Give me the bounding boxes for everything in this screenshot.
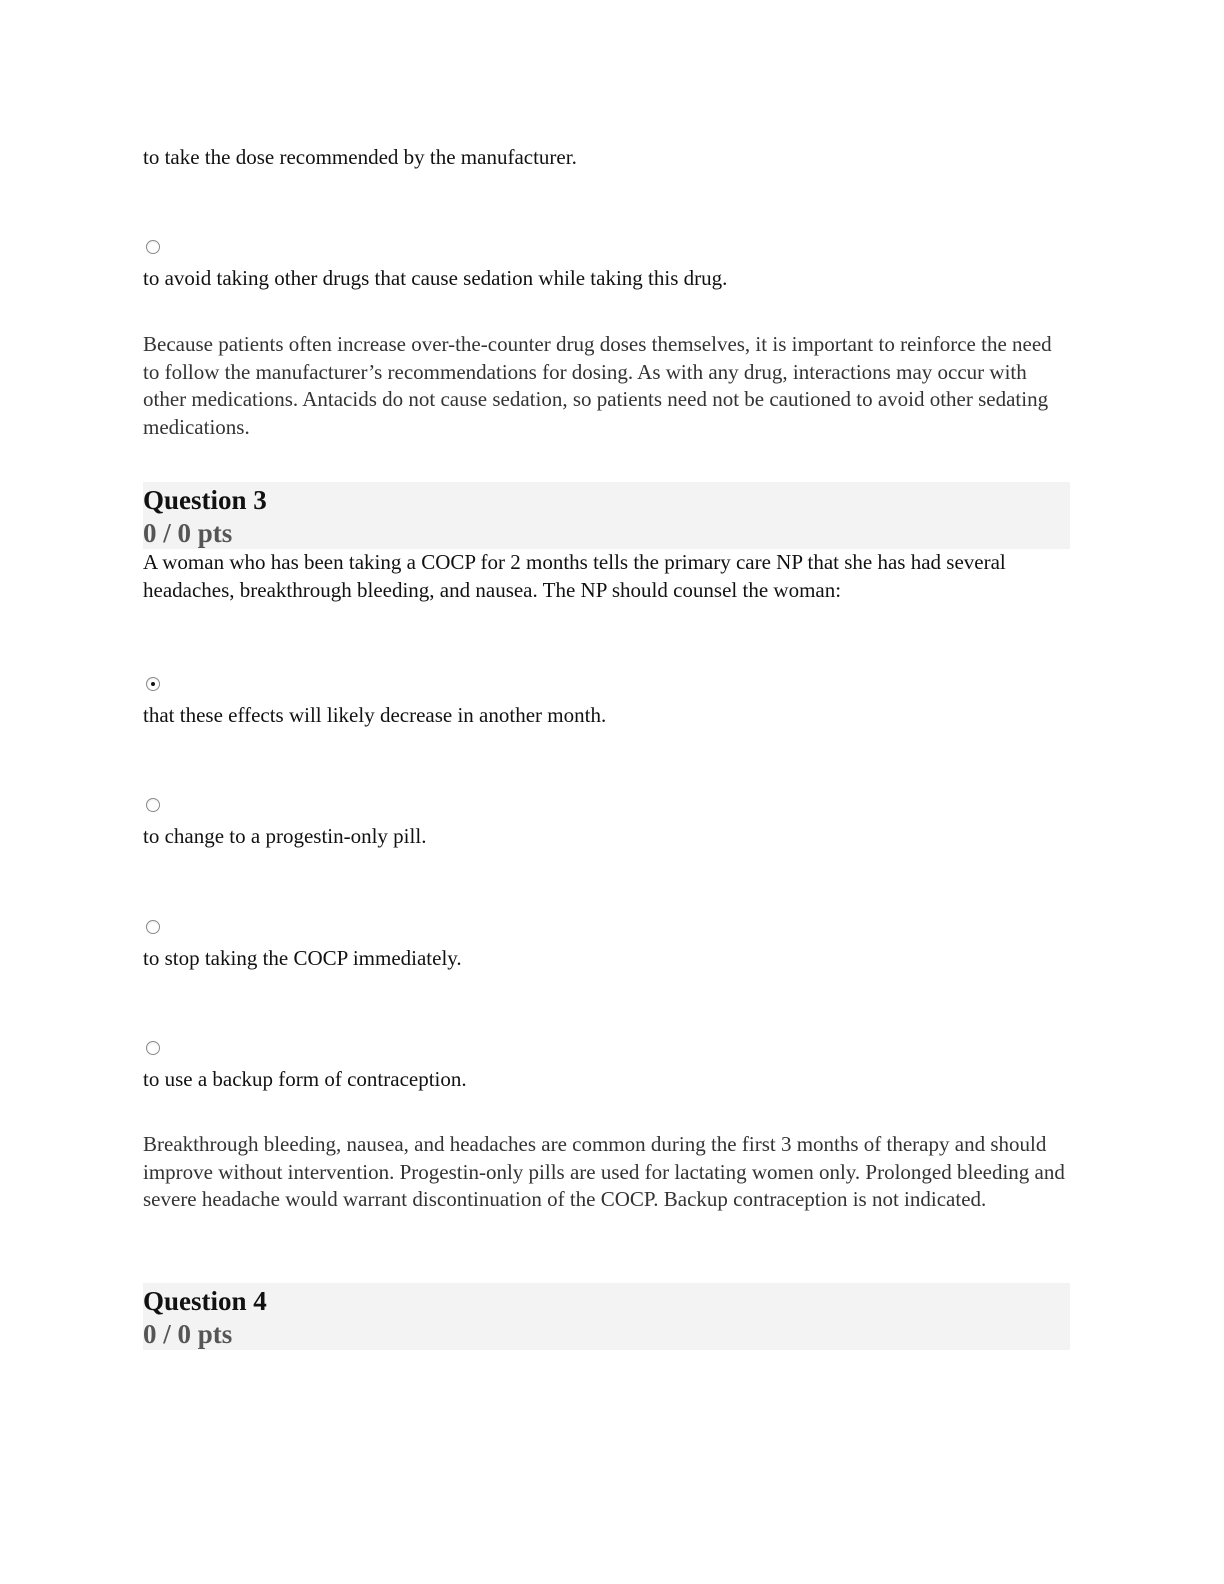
radio-button-unselected-icon[interactable] bbox=[146, 798, 160, 812]
question-title: Question 4 bbox=[143, 1286, 267, 1316]
question-header bbox=[143, 482, 1070, 549]
answer-option-label: to use a backup form of contraception. bbox=[143, 1067, 467, 1091]
answer-feedback: Breakthrough bleeding, nausea, and headaches are common during the first 3 months of therapy and should improve without intervention. Progestin-only pills are used for lactating women only. Prolonged bleeding and severe headache would warrant discontinuation of the COCP. Backup contraception is not indicated. bbox=[143, 1132, 1065, 1211]
answer-option-label: to stop taking the COCP immediately. bbox=[143, 946, 462, 970]
question-points: 0 / 0 pts bbox=[143, 1319, 233, 1349]
radio-button-selected-icon[interactable] bbox=[146, 677, 160, 691]
radio-button-unselected-icon[interactable] bbox=[146, 920, 160, 934]
question-points: 0 / 0 pts bbox=[143, 518, 233, 548]
question-title: Question 3 bbox=[143, 485, 267, 515]
answer-option-label: to change to a progestin-only pill. bbox=[143, 824, 427, 848]
answer-feedback: Because patients often increase over-the-counter drug doses themselves, it is important to reinforce the need to follow the manufacturer’s recommendations for dosing. As with any drug, interactions may occur with other medications. Antacids do not cause sedation, so patients need not be cautioned to avoid other sedating medications. bbox=[143, 332, 1052, 439]
question-header bbox=[143, 1283, 1070, 1350]
radio-button-unselected-icon[interactable] bbox=[146, 1041, 160, 1055]
question-text: A woman who has been taking a COCP for 2 months tells the primary care NP that she has had several headaches, breakthrough bleeding, and nausea. The NP should counsel the woman: bbox=[143, 550, 1006, 602]
answer-option-label: to avoid taking other drugs that cause sedation while taking this drug. bbox=[143, 266, 728, 290]
answer-option-label: to take the dose recommended by the manufacturer. bbox=[143, 145, 577, 169]
answer-option-label: that these effects will likely decrease in another month. bbox=[143, 703, 607, 727]
radio-button-unselected-icon[interactable] bbox=[146, 240, 160, 254]
